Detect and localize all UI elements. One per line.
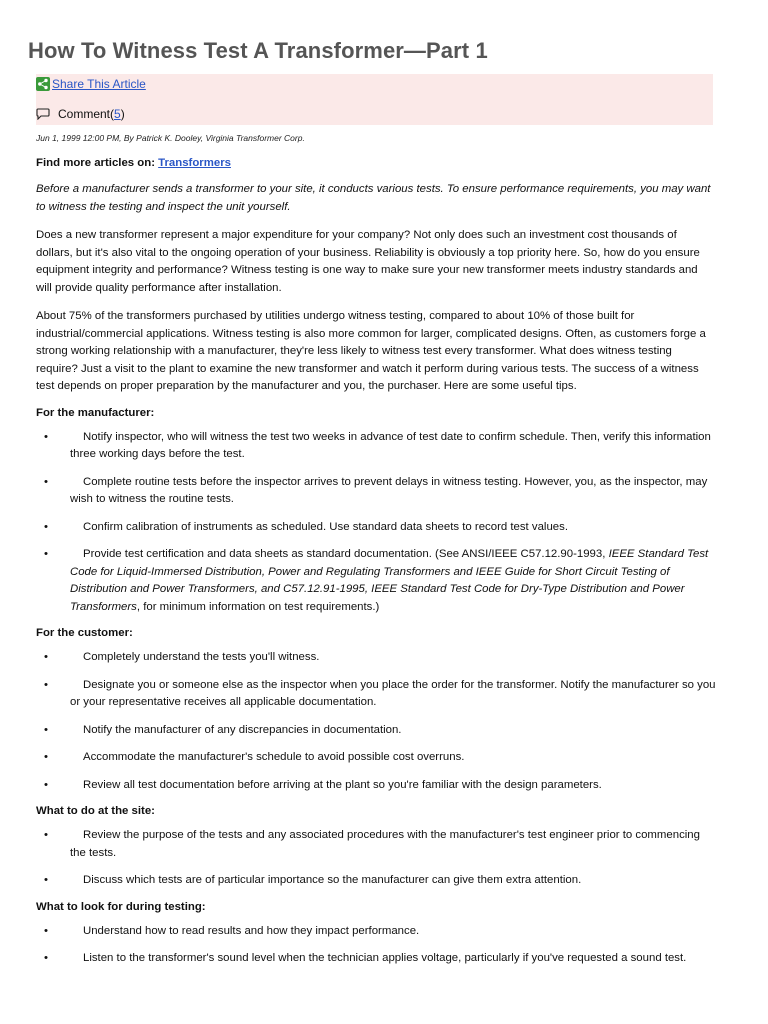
find-more-articles	[36, 157, 716, 169]
comment-paren-open: (	[110, 107, 115, 121]
list-item: • Discuss which tests are of particular importance so the manufacturer can give them extra attention.	[36, 872, 716, 890]
bullet: •	[44, 475, 48, 488]
list-item: • Notify the manufacturer of any discrepancies in documentation.	[36, 722, 716, 740]
bullet: •	[44, 751, 48, 763]
manufacturer-list	[36, 429, 716, 617]
list-item: • Listen to the transformer's sound level when the technician applies voltage, particularly if you've requested a sound test.	[36, 950, 716, 968]
article	[28, 0, 716, 968]
site-list	[36, 827, 716, 890]
bullet: •	[44, 430, 48, 443]
list-item: • Understand how to read results and how they impact performance.	[36, 923, 716, 941]
list-item: • Accommodate the manufacturer's schedule to avoid possible cost overruns.	[36, 749, 716, 767]
bullet: •	[44, 520, 48, 533]
list-item: • Complete routine tests before the inspector arrives to prevent delays in witness testing. However, you, as the inspector, may wish to witness the routine tests.	[44, 475, 708, 505]
list-item	[36, 546, 716, 616]
bullet: •	[44, 829, 48, 841]
section-heading-testing: What to look for during testing:	[36, 900, 206, 913]
comment-row	[36, 106, 125, 122]
share-icon[interactable]	[36, 77, 50, 91]
list-item-citation: IEEE Standard Test Code for Liquid-Immersed Distribution, Power and Regulating Transformers and IEEE Guide for Short Circuit Testing of Distribution and Power Transformers, and C57.12.91-1995, IEEE Standard Test Code for Dry-Type Distribution and Power Transformers	[70, 548, 709, 613]
byline: Jun 1, 1999 12:00 PM, By Patrick K. Dooley, Virginia Transformer Corp.	[36, 133, 305, 143]
article-lede: Before a manufacturer sends a transformer to your site, it conducts various tests. To ensure performance requirements, you may want to witness the testing and inspect the unit yourself.	[36, 183, 711, 213]
list-item: • Confirm calibration of instruments as scheduled. Use standard data sheets to record test values.	[36, 519, 716, 537]
list-item: • Review the purpose of the tests and any associated procedures with the manufacturer's test engineer prior to commencing the tests.	[44, 829, 700, 859]
share-article-link[interactable]: Share This Article	[52, 77, 146, 91]
bullet: •	[44, 874, 48, 886]
article-title: How To Witness Test A Transformer—Part 1	[28, 38, 488, 63]
bullet: •	[44, 723, 48, 736]
share-row	[36, 74, 146, 94]
list-item: • Notify inspector, who will witness the test two weeks in advance of test date to confirm schedule. Then, verify this information three working days before the test.	[44, 430, 711, 460]
comment-label: Comment	[58, 107, 111, 121]
find-label: Find more articles on:	[36, 157, 159, 169]
list-item-text: Provide test certification and data sheets as standard documentation. (See ANSI/IEEE C57.12.90-1993,	[83, 548, 609, 560]
comment-count-link[interactable]: 5	[114, 107, 121, 121]
list-item-text-end: , for minimum information on test requirements.)	[136, 600, 380, 613]
testing-list	[36, 923, 716, 968]
comment-bubble-icon	[36, 108, 50, 120]
bullet: •	[44, 924, 48, 937]
bullet: •	[44, 778, 48, 791]
section-heading-customer: For the customer:	[36, 627, 133, 639]
bullet: •	[44, 678, 48, 691]
bullet: •	[44, 952, 48, 964]
transformers-topic-link[interactable]: Transformers	[158, 157, 231, 169]
section-heading-manufacturer: For the manufacturer:	[36, 406, 155, 419]
list-item: • Designate you or someone else as the inspector when you place the order for the transformer. Notify the manufacturer so you or your representative receives all applicable documentation.	[44, 678, 716, 708]
bullet: •	[44, 651, 48, 663]
paragraph-2: About 75% of the transformers purchased by utilities undergo witness testing, compared to about 10% of those built for industrial/commercial applications. Witness testing is also more common for larger, complicated designs. Often, as customers forge a strong working relationship with a manufacturer, they're less likely to witness test every transformer. What does witness testing require? Just a visit to the plant to examine the new transformer and watch it perform during various tests. The success of a witness test depends on proper preparation by the manufacturer and you, the purchaser. Here are some useful tips.	[36, 310, 706, 392]
section-heading-site: What to do at the site:	[36, 805, 155, 817]
list-item: • Completely understand the tests you'll witness.	[36, 649, 716, 667]
bullet: •	[44, 548, 48, 560]
comment-paren-close: )	[120, 107, 125, 121]
share-box	[36, 74, 713, 125]
customer-list	[36, 649, 716, 794]
list-item: • Review all test documentation before arriving at the plant so you're familiar with the design parameters.	[36, 777, 716, 795]
paragraph-1: Does a new transformer represent a major expenditure for your company? Not only does such an investment cost thousands of dollars, but it's also vital to the ongoing operation of your business. Reliability is obviously a top priority here. So, how do you ensure equipment integrity and performance? Witness testing is one way to make sure your new transformer meets industry standards and will provide quality performance after installation.	[36, 229, 700, 294]
